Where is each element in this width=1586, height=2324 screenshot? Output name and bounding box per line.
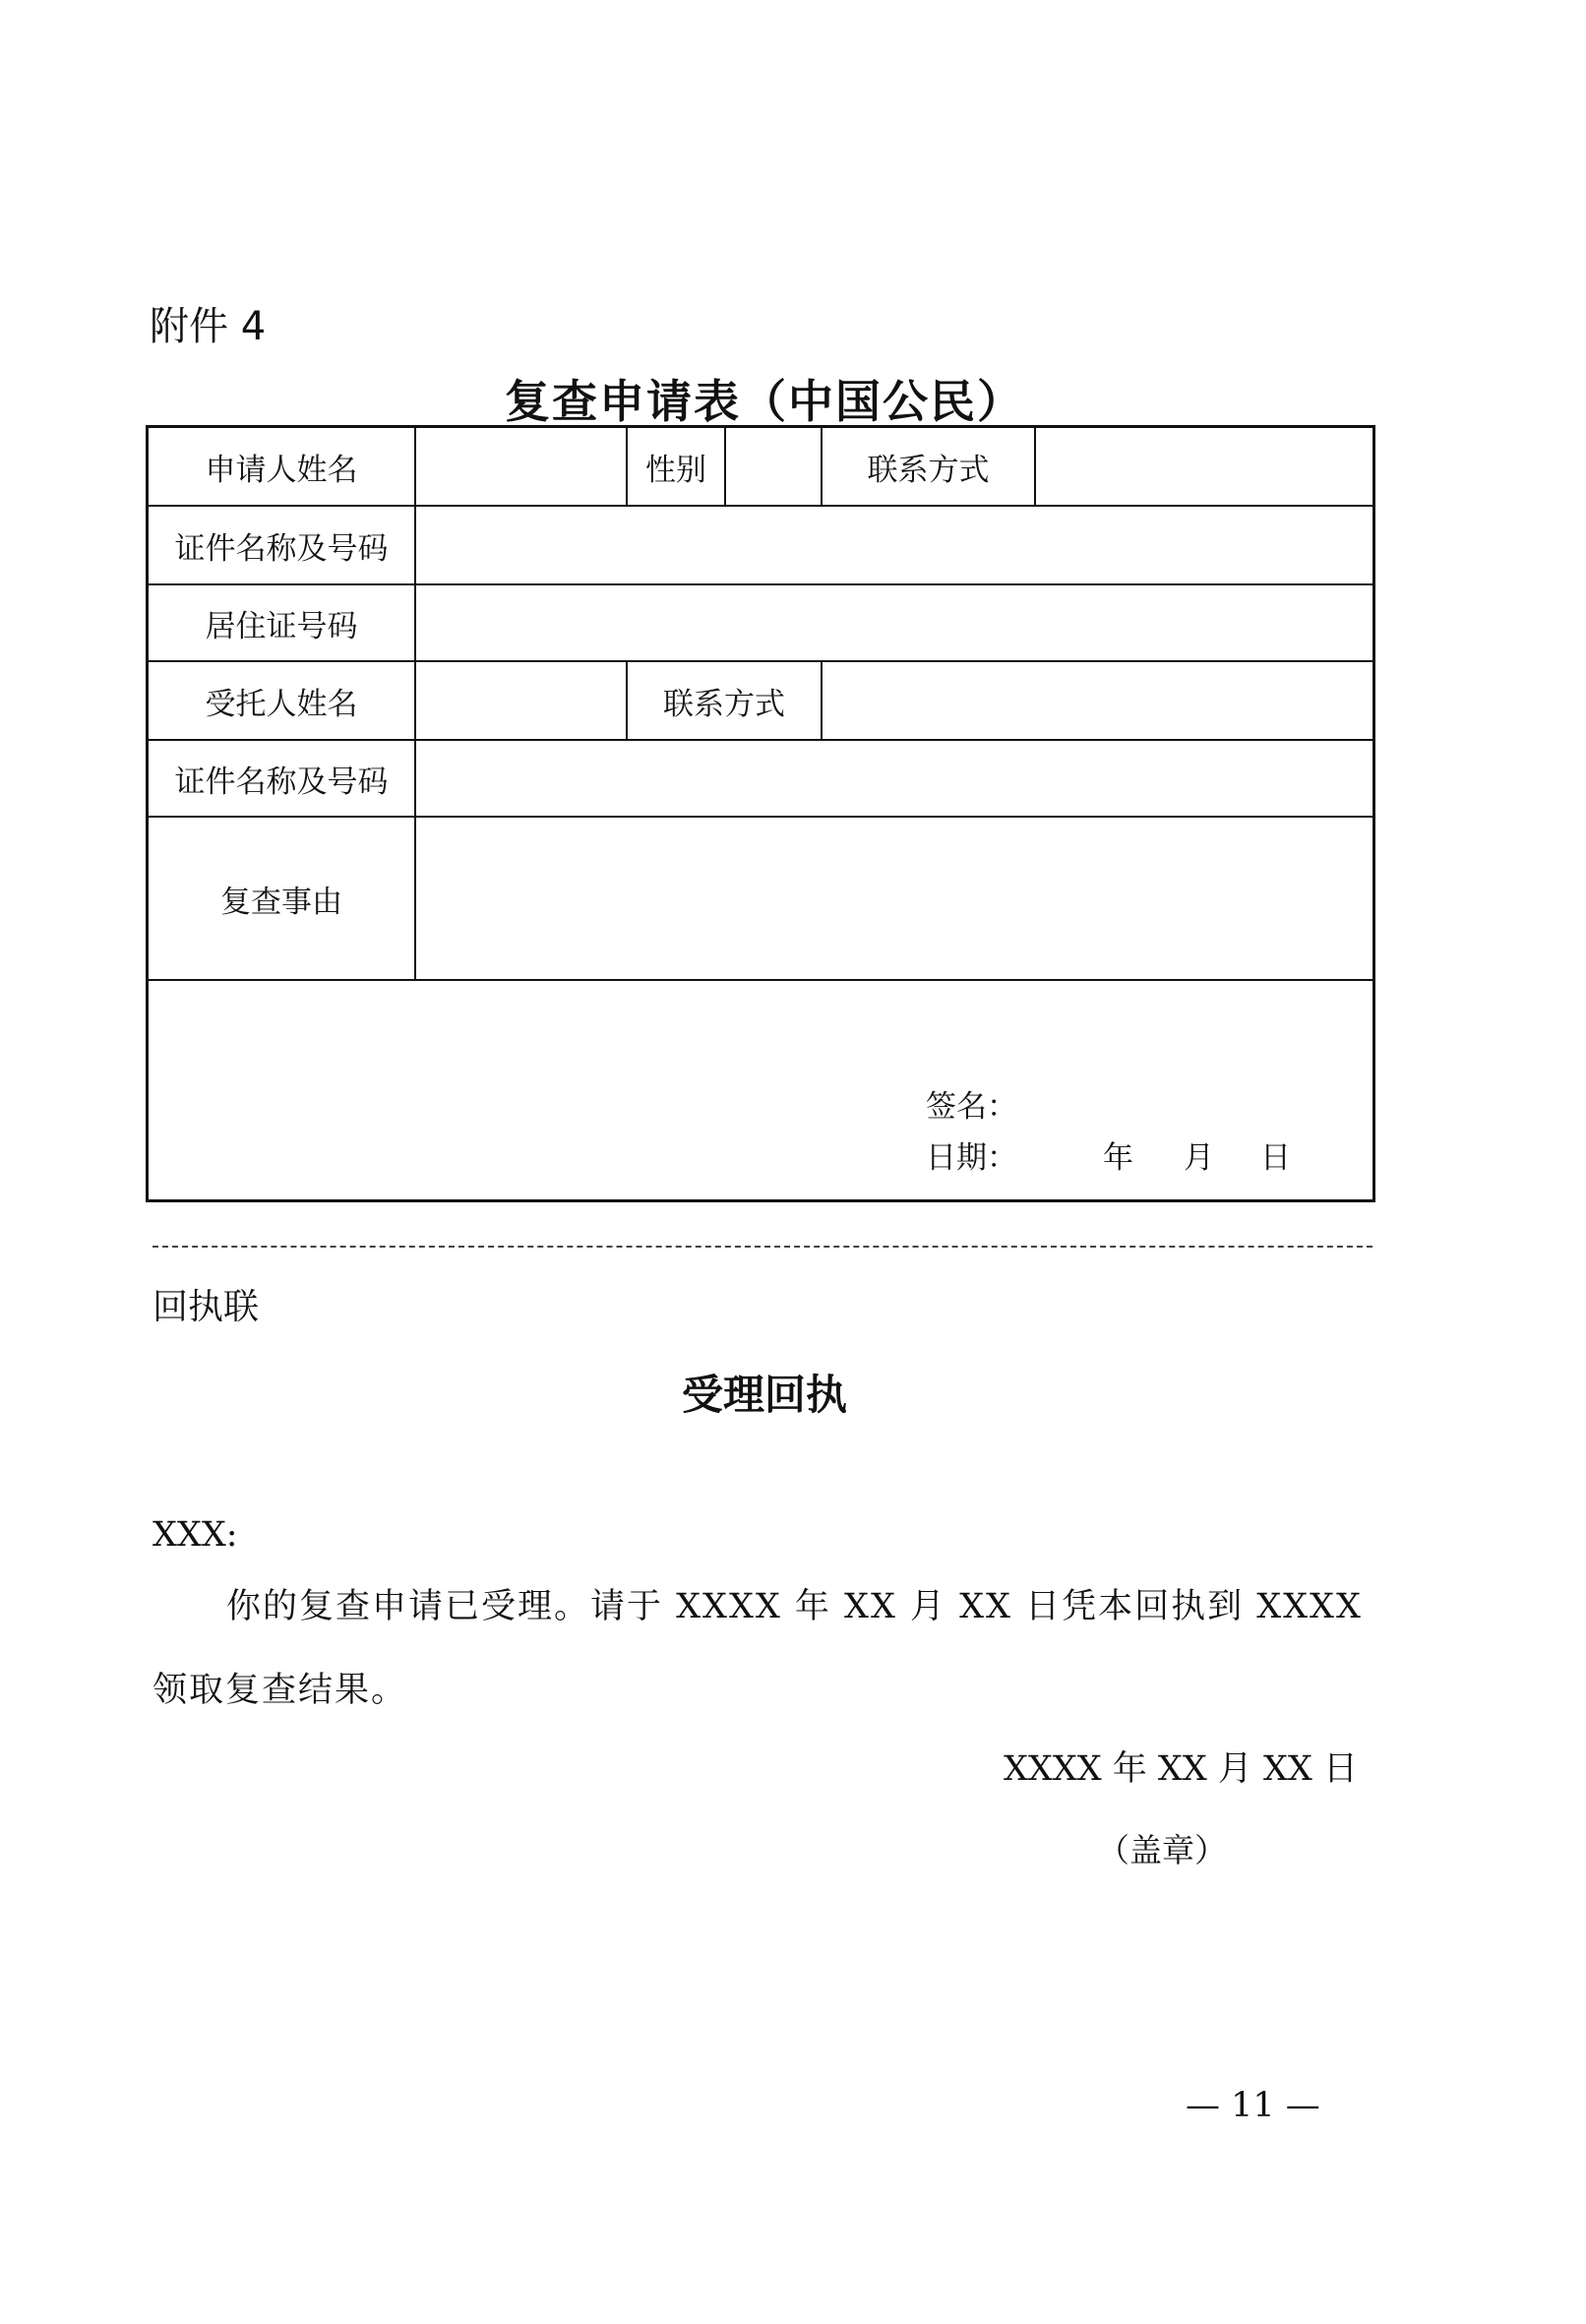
cut-line (152, 1246, 1372, 1248)
trustee-name-field[interactable] (416, 662, 626, 739)
date-label: 日期： (926, 1140, 1017, 1176)
residence-permit-label: 居住证号码 (205, 608, 358, 644)
id-label-applicant: 证件名称及号码 (174, 530, 389, 567)
applicant-name-label: 申请人姓名 (205, 452, 358, 488)
attachment-label: 附件 4 (150, 304, 267, 349)
gender-field[interactable] (726, 428, 821, 505)
contact-label-trustee: 联系方式 (663, 686, 785, 722)
application-form-table (146, 425, 1375, 1202)
signature-label: 签名： (926, 1089, 1017, 1125)
id-label-trustee: 证件名称及号码 (174, 764, 389, 800)
stamp-note: （盖章） (1097, 1831, 1227, 1869)
trustee-name-label: 受托人姓名 (205, 686, 358, 722)
review-reason-label: 复查事由 (220, 884, 342, 920)
receipt-body-line-2: 领取复查结果。 (152, 1671, 408, 1710)
year-label: 年 (1103, 1140, 1133, 1176)
review-reason-field[interactable] (416, 818, 1372, 979)
receipt-title: 受理回执 (681, 1371, 847, 1419)
receipt-addressee: XXX: (152, 1515, 238, 1555)
form-title: 复查申请表（中国公民） (505, 375, 1024, 428)
receipt-body-line-1: 你的复查申请已受理。请于 XXXX 年 XX 月 XX 日凭本回执到 XXXX (226, 1587, 1363, 1626)
applicant-name-field[interactable] (416, 428, 626, 505)
contact-field-applicant[interactable] (1036, 428, 1372, 505)
receipt-section-label: 回执联 (152, 1287, 260, 1327)
contact-field-trustee[interactable] (823, 662, 1372, 739)
id-field-trustee[interactable] (416, 741, 1372, 816)
month-label: 月 (1184, 1140, 1214, 1176)
contact-label-applicant: 联系方式 (867, 452, 990, 488)
residence-permit-field[interactable] (416, 585, 1372, 660)
page-number: — 11 — (1186, 2086, 1320, 2125)
receipt-date: XXXX 年 XX 月 XX 日 (1004, 1749, 1358, 1789)
id-field-applicant[interactable] (416, 507, 1372, 583)
gender-label: 性别 (645, 452, 706, 488)
day-label: 日 (1260, 1140, 1291, 1176)
row-divider (149, 979, 1372, 981)
